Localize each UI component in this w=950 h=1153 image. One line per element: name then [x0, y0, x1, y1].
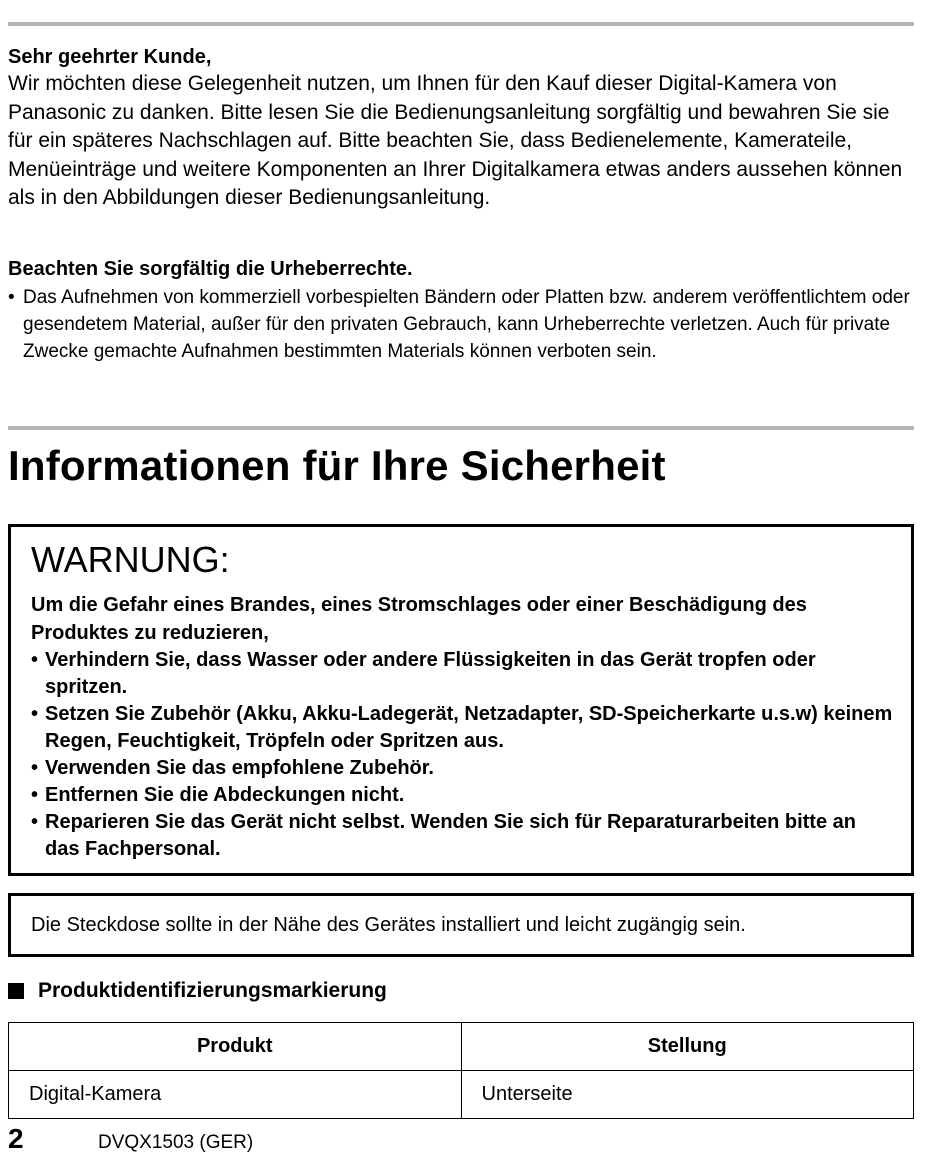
column-header-product: Produkt — [9, 1023, 462, 1071]
section-divider — [8, 426, 914, 430]
copyright-heading: Beachten Sie sorgfältig die Urheberrechte. — [8, 258, 413, 280]
cell-position: Unterseite — [461, 1071, 914, 1119]
bullet-icon: • — [31, 811, 39, 833]
bullet-icon: • — [31, 757, 39, 779]
bullet-icon: • — [31, 784, 39, 806]
bullet-icon: • — [8, 287, 15, 308]
warning-item: • Verwenden Sie das empfohlene Zubehör. — [31, 755, 893, 782]
warning-list — [31, 647, 893, 863]
copyright-bullet — [8, 284, 918, 365]
identification-heading-text: Produktidentifizierungsmarkierung — [38, 979, 387, 1002]
column-header-position: Stellung — [461, 1023, 914, 1071]
page-footer — [8, 1122, 253, 1153]
document-code: DVQX1503 (GER) — [98, 1132, 254, 1153]
copyright-bullet-text: Das Aufnehmen von kommerziell vorbespielten Bändern oder Platten bzw. anderem veröffentlichtem oder gesendetem Material, außer für den privaten Gebrauch, kann Urheberrechte verletzen. Auch für private Zwecke gemachte Aufnahmen bestimmten Materials können verboten sein. — [23, 287, 910, 362]
warning-title: WARNUNG: — [31, 539, 230, 580]
section-title: Informationen für Ihre Sicherheit — [8, 442, 666, 489]
bullet-icon: • — [31, 649, 39, 671]
warning-box — [8, 524, 914, 876]
intro-paragraph: Wir möchten diese Gelegenheit nutzen, um Ihnen für den Kauf dieser Digital-Kamera von Panasonic zu danken. Bitte lesen Sie die Bedienungsanleitung sorgfältig und bewahren Sie sie für ein späteres Nachschlagen auf. Bitte beachten Sie, dass Bedienelemente, Kamerateile, Menüeinträge und weitere Komponenten an Ihrer Digitalkamera etwas anders aussehen können als in den Abbildungen dieser Bedienungsanleitung. — [8, 72, 903, 209]
copyright-section — [8, 256, 918, 365]
warning-item: • Reparieren Sie das Gerät nicht selbst. Wenden Sie sich für Reparaturarbeiten bitte an das Fachpersonal. — [31, 811, 856, 860]
identification-table — [8, 1022, 914, 1119]
warning-item: • Setzen Sie Zubehör (Akku, Akku-Ladegerät, Netzadapter, SD-Speicherkarte u.s.w) keinem Regen, Feuchtigkeit, Tröpfeln oder Spritzen aus. — [31, 703, 893, 752]
warning-item: • Verhindern Sie, dass Wasser oder andere Flüssigkeiten in das Gerät tropfen oder spritzen. — [31, 649, 816, 698]
socket-notice-text: Die Steckdose sollte in der Nähe des Gerätes installiert und leicht zugängig sein. — [31, 913, 746, 936]
socket-notice-box — [8, 893, 914, 957]
table-header-row — [9, 1023, 914, 1071]
square-bullet-icon — [8, 983, 24, 999]
top-divider — [8, 22, 914, 26]
bullet-icon: • — [31, 703, 39, 725]
page-number: 2 — [8, 1123, 24, 1153]
identification-heading — [8, 977, 387, 1005]
intro-section — [8, 44, 918, 213]
warning-item: • Entfernen Sie die Abdeckungen nicht. — [31, 782, 893, 809]
warning-intro: Um die Gefahr eines Brandes, eines Stromschlages oder einer Beschädigung des Produktes zu reduzieren, — [31, 594, 807, 644]
cell-product: Digital-Kamera — [9, 1071, 462, 1119]
table-row — [9, 1071, 914, 1119]
greeting-heading: Sehr geehrter Kunde, — [8, 46, 212, 68]
